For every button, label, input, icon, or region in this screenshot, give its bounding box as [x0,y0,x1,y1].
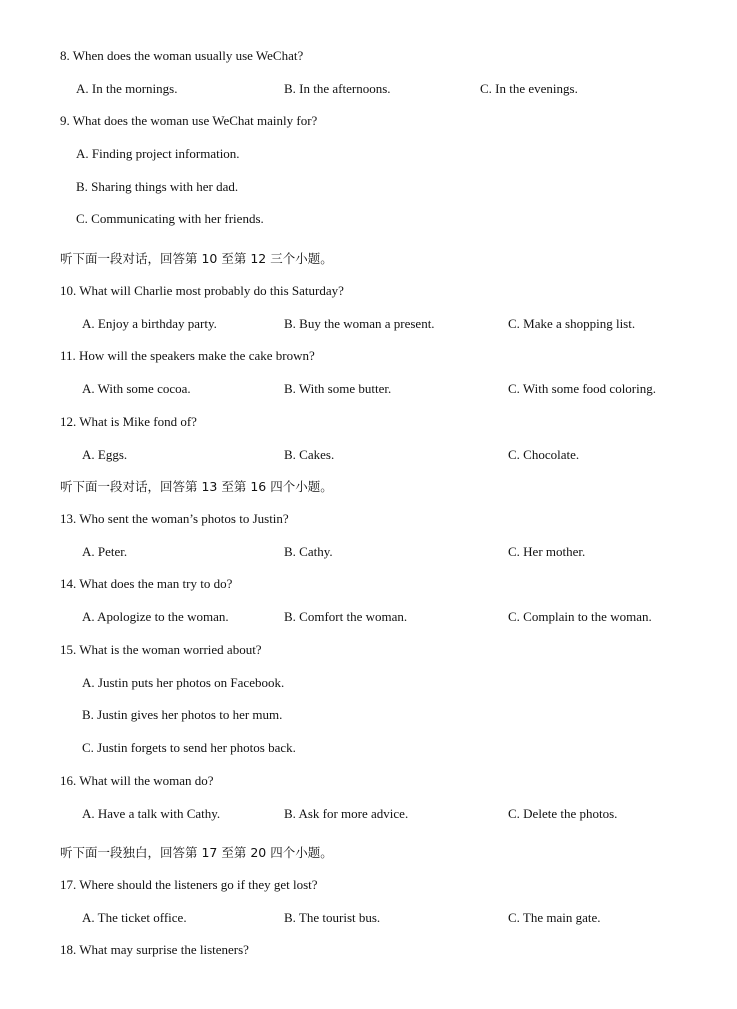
q13-option-a: A. Peter. [82,544,128,559]
q12-option-a: A. Eggs. [82,447,128,462]
q16-option-a: A. Have a talk with Cathy. [82,806,221,821]
q10-option-b: B. Buy the woman a present. [284,316,435,331]
question-18: 18. What may surprise the listeners? [60,942,249,957]
q15-option-a: A. Justin puts her photos on Facebook. [82,675,285,690]
q17-option-a: A. The ticket office. [82,910,187,925]
q9-option-c: C. Communicating with her friends. [76,211,264,226]
q14-option-b: B. Comfort the woman. [284,609,408,624]
question-12: 12. What is Mike fond of? [60,414,197,429]
q10-option-a: A. Enjoy a birthday party. [82,316,217,331]
q15-option-b: B. Justin gives her photos to her mum. [82,707,283,722]
q13-option-c: C. Her mother. [508,544,586,559]
q17-option-b: B. The tourist bus. [284,910,381,925]
q16-option-c: C. Delete the photos. [508,806,618,821]
question-9: 9. What does the woman use WeChat mainly for? [60,113,318,128]
q14-option-a: A. Apologize to the woman. [82,609,229,624]
question-13: 13. Who sent the woman’s photos to Justin? [60,511,289,526]
question-17: 17. Where should the listeners go if they get lost? [60,877,318,892]
q9-option-a: A. Finding project information. [76,146,240,161]
section-instruction-3: 听下面一段独白，回答第 17 至第 20 四个小题。 [60,845,333,860]
q8-option-c: C. In the evenings. [480,81,578,96]
section-instruction-2: 听下面一段对话，回答第 13 至第 16 四个小题。 [60,479,333,494]
q11-option-b: B. With some butter. [284,381,392,396]
q14-option-c: C. Complain to the woman. [508,609,652,624]
q8-option-a: A. In the mornings. [76,81,178,96]
q11-option-c: C. With some food coloring. [508,381,657,396]
question-8: 8. When does the woman usually use WeChat? [60,48,304,63]
q11-option-a: A. With some cocoa. [82,381,191,396]
q13-option-b: B. Cathy. [284,544,333,559]
section-instruction-1: 听下面一段对话，回答第 10 至第 12 三个小题。 [60,251,333,266]
q10-option-c: C. Make a shopping list. [508,316,636,331]
question-16: 16. What will the woman do? [60,773,214,788]
q12-option-c: C. Chocolate. [508,447,580,462]
q12-option-b: B. Cakes. [284,447,335,462]
question-14: 14. What does the man try to do? [60,576,233,591]
q15-option-c: C. Justin forgets to send her photos back. [82,740,296,755]
q9-option-b: B. Sharing things with her dad. [76,179,239,194]
question-15: 15. What is the woman worried about? [60,642,262,657]
q17-option-c: C. The main gate. [508,910,601,925]
q8-option-b: B. In the afternoons. [284,81,391,96]
q16-option-b: B. Ask for more advice. [284,806,409,821]
question-10: 10. What will Charlie most probably do this Saturday? [60,283,344,298]
question-11: 11. How will the speakers make the cake brown? [60,348,315,363]
